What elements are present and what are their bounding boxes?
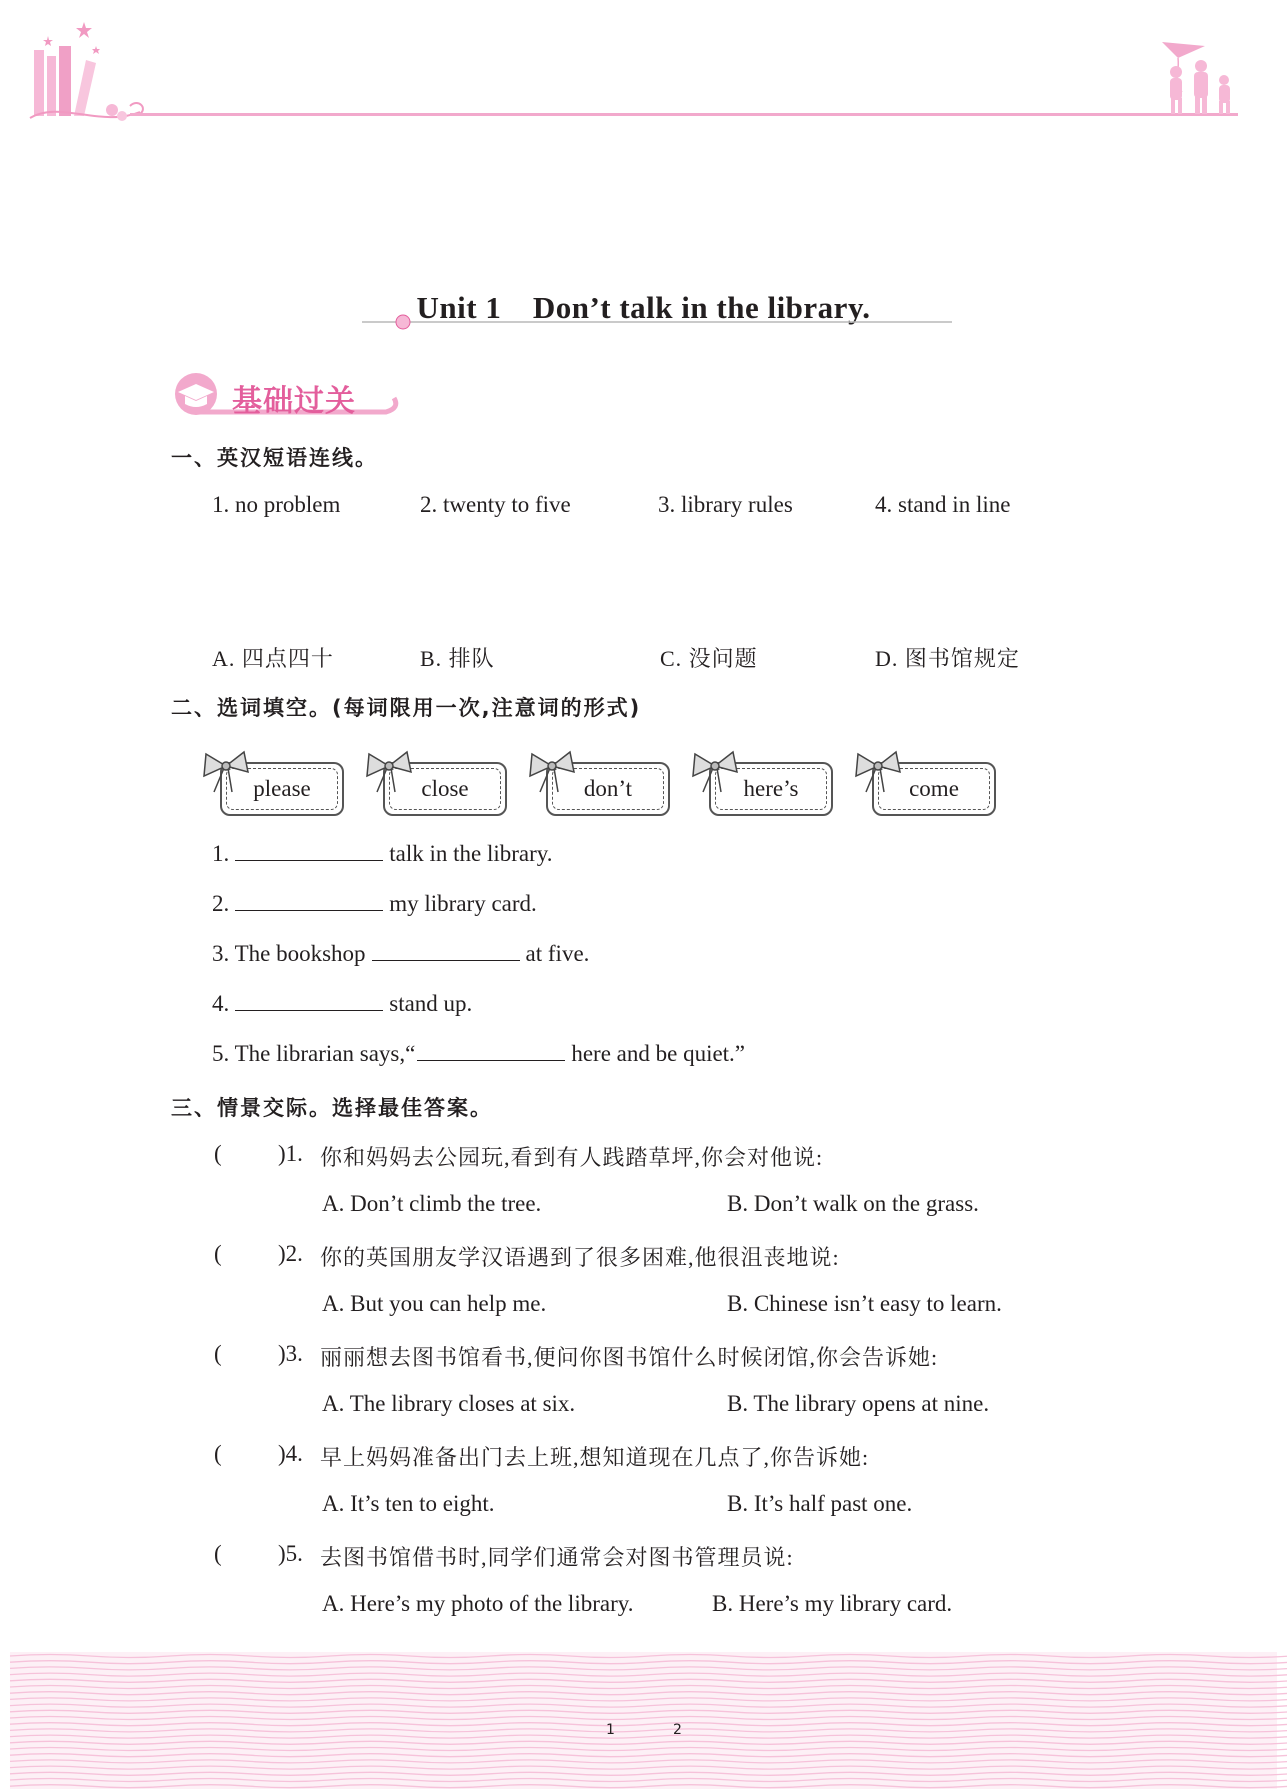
word-please: please	[253, 776, 311, 801]
graduation-cap-icon	[175, 373, 217, 415]
word-card-please	[220, 762, 344, 816]
choice-2a: A. But you can help me.	[322, 1291, 547, 1316]
question-number-1: )1.	[278, 1141, 303, 1166]
choice-2b: B. Chinese isn’t easy to learn.	[727, 1291, 1002, 1316]
question-prompt-4: 早上妈妈准备出门去上班,想知道现在几点了,你告诉她:	[320, 1445, 870, 1470]
answer-paren-2[interactable]: (	[214, 1241, 222, 1266]
phrase-4: 4. stand in line	[875, 492, 1011, 517]
question-prompt-3: 丽丽想去图书馆看书,便问你图书馆什么时候闭馆,你会告诉她:	[320, 1345, 939, 1370]
flower-icon	[30, 103, 143, 121]
choice-3a: A. The library closes at six.	[322, 1391, 576, 1416]
header-rule	[130, 113, 1238, 116]
unit-title: Unit 1 Don’t talk in the library.	[416, 290, 871, 325]
title-underline	[360, 312, 960, 332]
word-come: come	[909, 776, 959, 801]
header-decoration	[0, 0, 1287, 140]
sentence-1: 1. talk in the library.	[212, 841, 553, 866]
word-card-heres	[709, 762, 833, 816]
question-prompt-2: 你的英国朋友学汉语遇到了很多困难,他很沮丧地说:	[320, 1245, 840, 1270]
question-number-4: )4.	[278, 1441, 303, 1466]
choice-1a: A. Don’t climb the tree.	[322, 1191, 542, 1216]
phrase-3: 3. library rules	[658, 492, 793, 517]
blank-2[interactable]	[235, 890, 383, 911]
sentence-5: 5. The librarian says,“ here and be quiet.”	[212, 1041, 746, 1066]
word-heres: here’s	[743, 776, 799, 801]
blank-5[interactable]	[417, 1040, 565, 1061]
question-number-5: )5.	[278, 1541, 303, 1566]
section1-heading: 一、英汉短语连线。	[171, 446, 378, 470]
answer-paren-4[interactable]: (	[214, 1441, 222, 1466]
section2-heading: 二、选词填空。(每词限用一次,注意词的形式)	[171, 696, 642, 720]
page-number-right: 2	[673, 1722, 682, 1738]
option-d: D. 图书馆规定	[875, 646, 1020, 671]
answer-paren-5[interactable]: (	[214, 1541, 222, 1566]
word-dont: don’t	[583, 776, 633, 801]
question-number-3: )3.	[278, 1341, 303, 1366]
word-card-dont	[546, 762, 670, 816]
choice-5b: B. Here’s my library card.	[712, 1591, 953, 1616]
phrase-2: 2. twenty to five	[420, 492, 571, 517]
question-number-2: )2.	[278, 1241, 303, 1266]
sentence-3: 3. The bookshop at five.	[212, 941, 590, 966]
page-number-left: 1	[606, 1722, 615, 1738]
question-prompt-5: 去图书馆借书时,同学们通常会对图书管理员说:	[320, 1545, 794, 1570]
blank-4[interactable]	[235, 990, 383, 1011]
blank-3[interactable]	[372, 940, 520, 961]
answer-paren-1[interactable]: (	[214, 1141, 222, 1166]
kite-children-icon	[1162, 42, 1230, 114]
books-icon	[34, 46, 96, 116]
word-close: close	[421, 776, 469, 801]
phrase-1: 1. no problem	[212, 492, 341, 517]
answer-paren-3[interactable]: (	[214, 1341, 222, 1366]
choice-4a: A. It’s ten to eight.	[322, 1491, 495, 1516]
banner-title: 基础过关	[232, 384, 356, 419]
choice-4b: B. It’s half past one.	[727, 1491, 913, 1516]
section3-heading: 三、情景交际。选择最佳答案。	[171, 1096, 493, 1120]
option-c: C. 没问题	[660, 646, 758, 671]
star-icons	[43, 22, 100, 54]
blank-1[interactable]	[235, 840, 383, 861]
word-card-close	[383, 762, 507, 816]
choice-1b: B. Don’t walk on the grass.	[727, 1191, 979, 1216]
sentence-4: 4. stand up.	[212, 991, 473, 1016]
choice-5a: A. Here’s my photo of the library.	[322, 1591, 634, 1616]
word-card-come	[872, 762, 996, 816]
footer-wave-band	[0, 1652, 1287, 1789]
choice-3b: B. The library opens at nine.	[727, 1391, 990, 1416]
option-b: B. 排队	[420, 646, 495, 671]
question-prompt-1: 你和妈妈去公园玩,看到有人践踏草坪,你会对他说:	[320, 1145, 824, 1170]
option-a: A. 四点四十	[212, 646, 334, 671]
sentence-2: 2. my library card.	[212, 891, 537, 916]
